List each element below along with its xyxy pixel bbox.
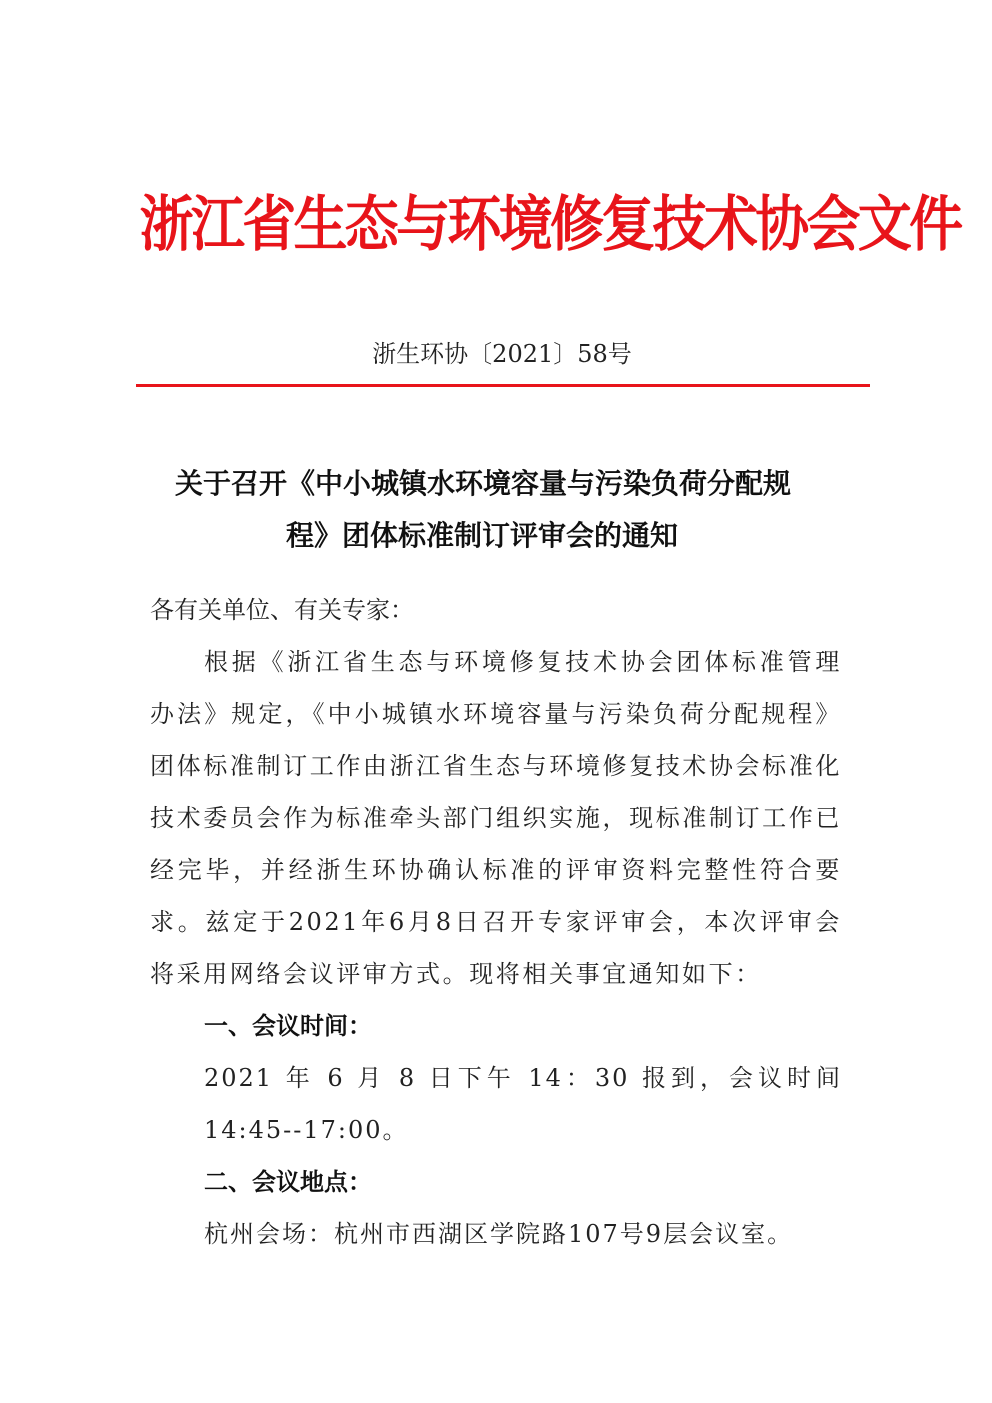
section-meeting-location [150,1156,842,1260]
section-body-location [150,1208,842,1260]
section-meeting-time [150,1000,842,1156]
section-heading-location: 二、会议地点： [204,1168,372,1196]
notice-title [150,458,850,562]
salutation: 各有关单位、有关专家： [150,596,414,624]
organization-header-title: 浙江省生态与环境修复技术协会文件 [139,190,961,260]
intro-paragraph: 根据《浙江省生态与环境修复技术协会团体标准管理办法》规定，《中小城镇水环境容量与污染负荷分配规程》团体标准制订工作由浙江省生态与环境修复技术协会标准化技术委员会作为标准牵头部门组织实施，现标准制订工作已经完毕，并经浙生环协确认标准的评审资料完整性符合要求。兹定于2021年6月8日召开专家评审会，本次评审会将采用网络会议评审方式。现将相关事宜通知如下： [150,648,842,988]
header-divider [136,384,870,387]
meeting-time-line-1: 2021 年 6 月 8 日下午 14：30 报到，会议时间 [204,1064,842,1092]
notice-title-line-1: 关于召开《中小城镇水环境容量与污染负荷分配规 [175,467,792,500]
section-heading-time: 一、会议时间： [204,1012,372,1040]
notice-title-line-2: 程》团体标准制订评审会的通知 [286,519,679,552]
meeting-venue: 杭州会场：杭州市西湖区学院路107号9层会议室。 [204,1220,794,1248]
document-number: 浙生环协〔2021〕58号 [372,340,632,368]
meeting-time-line-2: 14:45--17:00。 [204,1116,409,1144]
section-body-time [150,1052,842,1156]
